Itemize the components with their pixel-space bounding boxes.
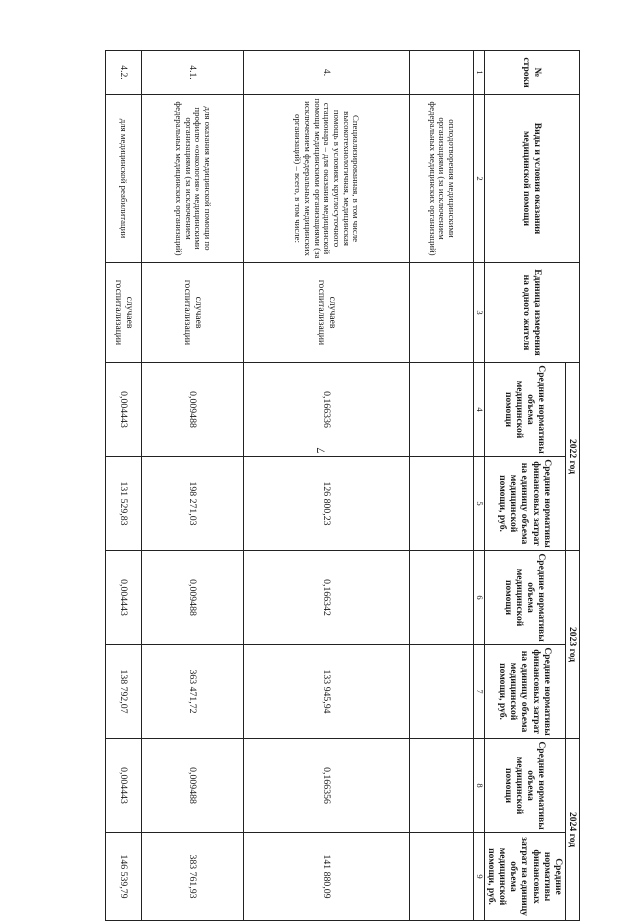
table-row: [244, 51, 410, 921]
header-volume-2022: Средние нормативы объема медицинской помощи: [485, 363, 566, 457]
cost-2022: 198 271,03: [142, 457, 244, 551]
col-number: 7: [474, 645, 485, 739]
volume-2023: 0,166342: [244, 551, 410, 645]
cost-2023: 363 471,72: [142, 645, 244, 739]
table-row: [106, 51, 142, 921]
header-cost-2023: Средние нормативы финансовых затрат на единицу объема медицинской помощи, руб.: [485, 645, 566, 739]
volume-2024: 0,009488: [142, 739, 244, 833]
header-year-2023: 2023 год: [565, 551, 579, 739]
volume-2023: 0,009488: [142, 551, 244, 645]
cost-2023: [410, 645, 474, 739]
cost-2022: 131 529,83: [106, 457, 142, 551]
row-unit: случаев госпитализации: [244, 263, 410, 363]
header-cost-2024: Средние нормативы финансовых затрат на единицу объема медицинской помощи, руб.: [485, 833, 566, 921]
norms-table: [105, 50, 580, 921]
cost-2022: 126 800,23: [244, 457, 410, 551]
volume-2023: 0,004443: [106, 551, 142, 645]
header-unit: Единица измерения на одного жителя: [485, 263, 580, 363]
col-number: 6: [474, 551, 485, 645]
table-row: [410, 51, 474, 921]
row-unit: [410, 263, 474, 363]
row-number: [410, 51, 474, 95]
col-number: 4: [474, 363, 485, 457]
rotated-table-page: [40, 50, 580, 920]
cost-2024: 141 880,09: [244, 833, 410, 921]
col-number: 8: [474, 739, 485, 833]
cost-2023: 138 792,07: [106, 645, 142, 739]
header-year-2024: 2024 год: [565, 739, 579, 921]
row-name: для оказания медицинской помощи по профилю «онкология» медицинскими организациями (за исключением федеральных медицинских организаций): [142, 95, 244, 263]
row-number: 4.: [244, 51, 410, 95]
volume-2024: 0,004443: [106, 739, 142, 833]
row-unit: случаев госпитализации: [106, 263, 142, 363]
header-year-2022: 2022 год: [565, 363, 579, 551]
row-number: 4.1.: [142, 51, 244, 95]
volume-2022: 0,004443: [106, 363, 142, 457]
cost-2024: 146 539,79: [106, 833, 142, 921]
cost-2023: 133 945,94: [244, 645, 410, 739]
col-number: 5: [474, 457, 485, 551]
table-row: [142, 51, 244, 921]
row-number: 4.2.: [106, 51, 142, 95]
header-cost-2022: Средние нормативы финансовых затрат на единицу объема медицинской помощи, руб.: [485, 457, 566, 551]
page-number: 7: [313, 447, 328, 454]
cost-2024: [410, 833, 474, 921]
header-volume-2023: Средние нормативы объема медицинской помощи: [485, 551, 566, 645]
volume-2022: 0,009488: [142, 363, 244, 457]
col-number: 1: [474, 51, 485, 95]
volume-2022: 0,166336: [244, 363, 410, 457]
header-row-no: № строки: [485, 51, 580, 95]
volume-2024: 0,166356: [244, 739, 410, 833]
col-number: 9: [474, 833, 485, 921]
row-unit: случаев госпитализации: [142, 263, 244, 363]
volume-2023: [410, 551, 474, 645]
row-name: оплодотворения медицинскими организациями (за исключением федеральных медицинских организаций): [410, 95, 474, 263]
cost-2022: [410, 457, 474, 551]
volume-2024: [410, 739, 474, 833]
header-volume-2024: Средние нормативы объема медицинской помощи: [485, 739, 566, 833]
col-number: 3: [474, 263, 485, 363]
cost-2024: 383 761,93: [142, 833, 244, 921]
header-kind: Виды и условия оказания медицинской помощи: [485, 95, 580, 263]
col-number: 2: [474, 95, 485, 263]
volume-2022: [410, 363, 474, 457]
row-name: Специализированная, в том числе высокотехнологичная, медицинская помощь в условиях круглосуточного стационара – для оказания медицинской помощи медицинскими организациями (за исключением федеральных медицинских организаций) – всего, в том числе:: [244, 95, 410, 263]
row-name: для медицинской реабилитации: [106, 95, 142, 263]
